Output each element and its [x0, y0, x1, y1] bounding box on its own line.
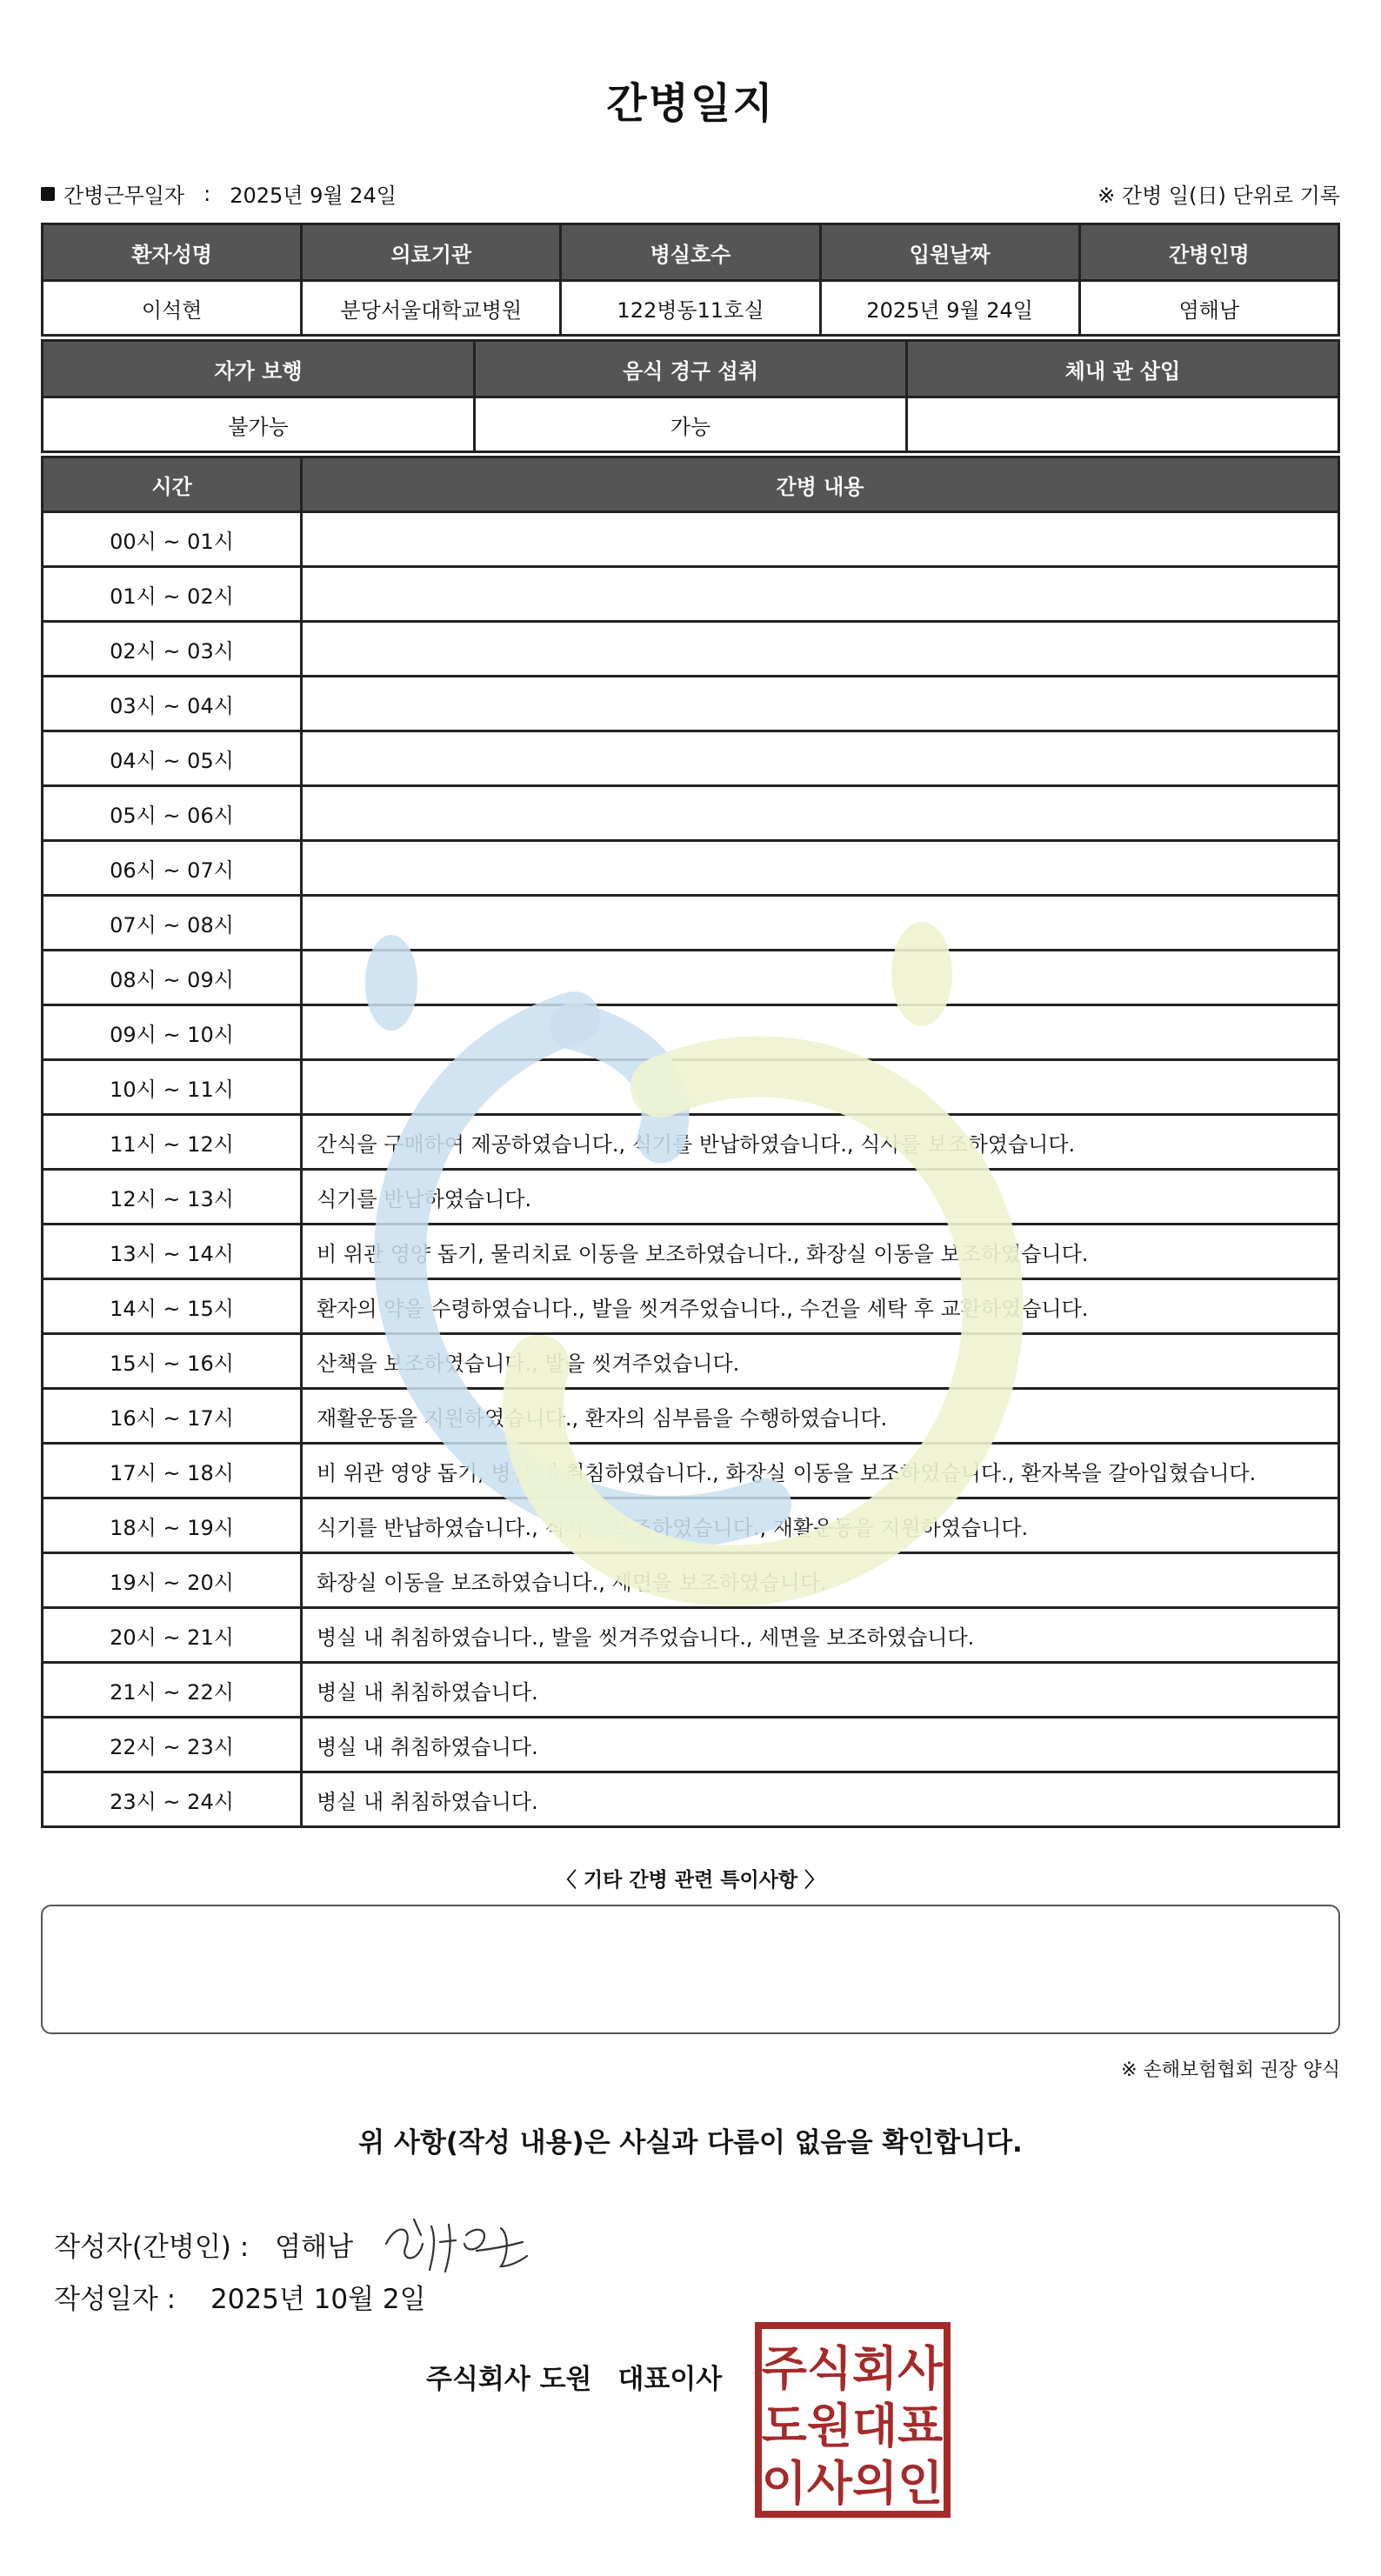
- log-content: [302, 677, 1339, 731]
- company-signature-line: [426, 2357, 722, 2396]
- log-content: 비 위관 영양 돕기, 물리치료 이동을 보조하였습니다., 화장실 이동을 보조하였습니다.: [302, 1225, 1339, 1279]
- hospital-name: 분당서울대학교병원: [302, 281, 561, 336]
- log-time: 23시 ~ 24시: [43, 1772, 302, 1827]
- log-time: 19시 ~ 20시: [43, 1553, 302, 1608]
- page-title: 간병일지: [606, 79, 775, 128]
- writer-label: 작성자(간병인) :: [54, 2231, 250, 2263]
- log-row: [43, 1389, 1339, 1444]
- log-time: 01시 ~ 02시: [43, 567, 302, 622]
- log-row: [43, 1005, 1339, 1060]
- seal-line-1: 주식회사: [761, 2341, 944, 2396]
- log-time: 15시 ~ 16시: [43, 1334, 302, 1389]
- log-row: [43, 1718, 1339, 1772]
- header-time: 시간: [43, 457, 302, 512]
- square-bullet-icon: [41, 187, 55, 201]
- log-row: [43, 731, 1339, 786]
- header-admission-date: 입원날짜: [820, 224, 1079, 281]
- log-body: [43, 512, 1339, 1827]
- header-oral-intake: 음식 경구 섭취: [475, 341, 907, 397]
- log-row: [43, 1608, 1339, 1663]
- work-date-group: [41, 178, 397, 209]
- status-header-row: [43, 341, 1339, 397]
- log-content: [302, 786, 1339, 841]
- written-date-value: 2025년 10월 2일: [210, 2284, 426, 2315]
- patient-value-row: [43, 281, 1339, 336]
- self-walking-value: 불가능: [43, 397, 475, 452]
- log-time: 04시 ~ 05시: [43, 731, 302, 786]
- patient-name: 이석현: [43, 281, 302, 336]
- seal-line-3: 이사의인: [761, 2456, 944, 2511]
- log-time: 02시 ~ 03시: [43, 622, 302, 677]
- log-row: [43, 786, 1339, 841]
- log-time: 05시 ~ 06시: [43, 786, 302, 841]
- company-name: 주식회사 도원: [426, 2364, 592, 2395]
- log-content: [302, 1005, 1339, 1060]
- header-caregiver-name: 간병인명: [1079, 224, 1338, 281]
- company-seal: [755, 2322, 951, 2518]
- log-content: [302, 731, 1339, 786]
- notes-title: 〈 기타 간병 관련 특이사항 〉: [556, 1869, 825, 1892]
- log-content: [302, 512, 1339, 567]
- log-content: 비 위관 영양 돕기, 병실 내 취침하였습니다., 화장실 이동을 보조하였습니다., 환자복을 갈아입혔습니다.: [302, 1444, 1339, 1498]
- log-time: 06시 ~ 07시: [43, 841, 302, 896]
- log-content: 간식을 구매하여 제공하였습니다., 식기를 반납하였습니다., 식사를 보조하였습니다.: [302, 1115, 1339, 1170]
- log-content: [302, 567, 1339, 622]
- log-time: 09시 ~ 10시: [43, 1005, 302, 1060]
- care-log-table: [41, 456, 1340, 1828]
- log-row: [43, 1279, 1339, 1334]
- form-source-note: ※ 손해보험협회 권장 양식: [1121, 2059, 1340, 2081]
- log-content: 재활운동을 지원하였습니다., 환자의 심부름을 수행하였습니다.: [302, 1389, 1339, 1444]
- patient-status-table: [41, 339, 1340, 453]
- log-row: [43, 896, 1339, 951]
- log-row: [43, 567, 1339, 622]
- log-row: [43, 677, 1339, 731]
- log-time: 21시 ~ 22시: [43, 1663, 302, 1718]
- log-content: 식기를 반납하였습니다., 식사를 보조하였습니다., 재활운동을 지원하였습니다.: [302, 1498, 1339, 1553]
- log-row: [43, 1225, 1339, 1279]
- work-date-value: 2025년 9월 24일: [230, 184, 397, 208]
- writer-name: 염해남: [275, 2231, 354, 2263]
- patient-header-row: [43, 224, 1339, 281]
- admission-date: 2025년 9월 24일: [820, 281, 1079, 336]
- log-time: 14시 ~ 15시: [43, 1279, 302, 1334]
- log-row: [43, 1170, 1339, 1225]
- ceo-title: 대표이사: [617, 2364, 723, 2395]
- log-row: [43, 1334, 1339, 1389]
- log-time: 07시 ~ 08시: [43, 896, 302, 951]
- log-time: 22시 ~ 23시: [43, 1718, 302, 1772]
- log-time: 03시 ~ 04시: [43, 677, 302, 731]
- log-content: [302, 951, 1339, 1005]
- header-care-content: 간병 내용: [302, 457, 1339, 512]
- log-row: [43, 1060, 1339, 1115]
- log-row: [43, 622, 1339, 677]
- log-row: [43, 1115, 1339, 1170]
- log-content: [302, 841, 1339, 896]
- notes-box: [41, 1905, 1340, 2034]
- log-content: [302, 622, 1339, 677]
- written-date-row: [54, 2277, 426, 2316]
- seal-line-2: 도원대표: [761, 2399, 944, 2453]
- oral-intake-value: 가능: [475, 397, 907, 452]
- log-time: 08시 ~ 09시: [43, 951, 302, 1005]
- log-row: [43, 1498, 1339, 1553]
- header-patient-name: 환자성명: [43, 224, 302, 281]
- log-time: 10시 ~ 11시: [43, 1060, 302, 1115]
- header-tube-insertion: 체내 관 삽입: [907, 341, 1339, 397]
- log-row: [43, 951, 1339, 1005]
- log-time: 13시 ~ 14시: [43, 1225, 302, 1279]
- log-content: 병실 내 취침하였습니다.: [302, 1772, 1339, 1827]
- log-content: 환자의 약을 수령하였습니다., 발을 씻겨주었습니다., 수건을 세탁 후 교환하였습니다.: [302, 1279, 1339, 1334]
- work-date-label: 간병근무일자: [63, 184, 185, 208]
- log-row: [43, 1663, 1339, 1718]
- header-hospital: 의료기관: [302, 224, 561, 281]
- signature-icon: [379, 2209, 536, 2279]
- record-unit-note: ※ 간병 일(日) 단위로 기록: [1097, 184, 1340, 208]
- patient-info-table: [41, 223, 1340, 337]
- log-row: [43, 1772, 1339, 1827]
- room-number: 122병동11호실: [561, 281, 820, 336]
- tube-insertion-value: [907, 397, 1339, 452]
- log-content: 병실 내 취침하였습니다.: [302, 1718, 1339, 1772]
- header-room: 병실호수: [561, 224, 820, 281]
- log-row: [43, 841, 1339, 896]
- log-content: [302, 1060, 1339, 1115]
- log-row: [43, 1444, 1339, 1498]
- log-time: 11시 ~ 12시: [43, 1115, 302, 1170]
- status-value-row: [43, 397, 1339, 452]
- work-date-separator: :: [203, 181, 211, 206]
- writer-row: [54, 2209, 536, 2279]
- log-content: 병실 내 취침하였습니다., 발을 씻겨주었습니다., 세면을 보조하였습니다.: [302, 1608, 1339, 1663]
- log-row: [43, 512, 1339, 567]
- header-self-walking: 자가 보행: [43, 341, 475, 397]
- log-time: 20시 ~ 21시: [43, 1608, 302, 1663]
- log-time: 17시 ~ 18시: [43, 1444, 302, 1498]
- log-content: 산책을 보조하였습니다., 발을 씻겨주었습니다.: [302, 1334, 1339, 1389]
- confirmation-statement: 위 사항(작성 내용)은 사실과 다름이 없음을 확인합니다.: [358, 2127, 1023, 2159]
- log-time: 16시 ~ 17시: [43, 1389, 302, 1444]
- meta-row: [41, 178, 1340, 208]
- log-time: 18시 ~ 19시: [43, 1498, 302, 1553]
- log-content: 화장실 이동을 보조하였습니다., 세면을 보조하였습니다.: [302, 1553, 1339, 1608]
- log-time: 00시 ~ 01시: [43, 512, 302, 567]
- log-content: 식기를 반납하였습니다.: [302, 1170, 1339, 1225]
- written-date-label: 작성일자 :: [54, 2284, 177, 2315]
- log-header-row: [43, 457, 1339, 512]
- log-content: 병실 내 취침하였습니다.: [302, 1663, 1339, 1718]
- log-time: 12시 ~ 13시: [43, 1170, 302, 1225]
- caregiver-name: 염해남: [1079, 281, 1338, 336]
- log-content: [302, 896, 1339, 951]
- log-row: [43, 1553, 1339, 1608]
